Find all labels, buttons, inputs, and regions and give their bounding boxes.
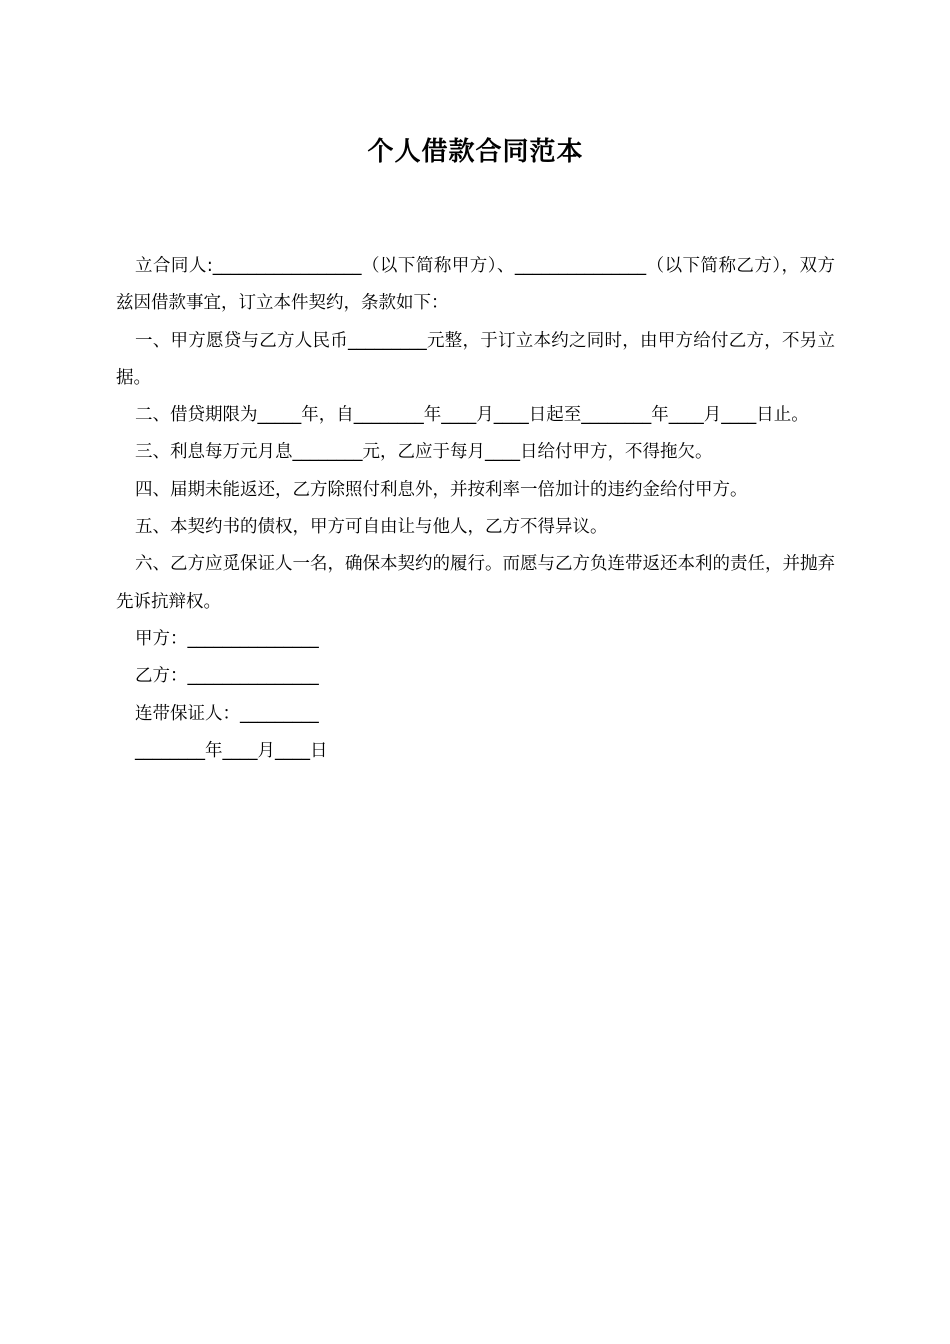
document-title: 个人借款合同范本 bbox=[367, 137, 584, 167]
signature-party-b: 乙方：_______________ bbox=[135, 666, 319, 687]
clause-4-default-penalty: 四、届期未能返还，乙方除照付利息外，并按利率一倍加计的违约金给付甲方。 bbox=[135, 479, 748, 500]
clause-2-loan-term: 二、借贷期限为_____年，自________年____月____日起至________年____月____日止。 bbox=[135, 405, 809, 426]
document-body bbox=[116, 248, 835, 770]
paragraph-parties: 立合同人:_________________（以下简称甲方）、_______________（以下简称乙方），双方兹因借款事宜，订立本件契约，条款如下： bbox=[116, 256, 835, 314]
signature-guarantor: 连带保证人：_________ bbox=[135, 703, 319, 724]
clause-3-interest: 三、利息每万元月息________元，乙应于每月____日给付甲方，不得拖欠。 bbox=[135, 442, 713, 463]
clause-1-loan-amount: 一、甲方愿贷与乙方人民币_________元整，于订立本约之同时，由甲方给付乙方，不另立据。 bbox=[116, 330, 835, 388]
signature-date: ________年____月____日 bbox=[135, 740, 328, 761]
signature-party-a: 甲方：_______________ bbox=[135, 628, 319, 649]
clause-6-guarantor: 六、乙方应觅保证人一名，确保本契约的履行。而愿与乙方负连带返还本利的责任，并抛弃先诉抗辩权。 bbox=[116, 554, 835, 612]
clause-5-transfer-rights: 五、本契约书的债权，甲方可自由让与他人，乙方不得异议。 bbox=[135, 517, 608, 538]
